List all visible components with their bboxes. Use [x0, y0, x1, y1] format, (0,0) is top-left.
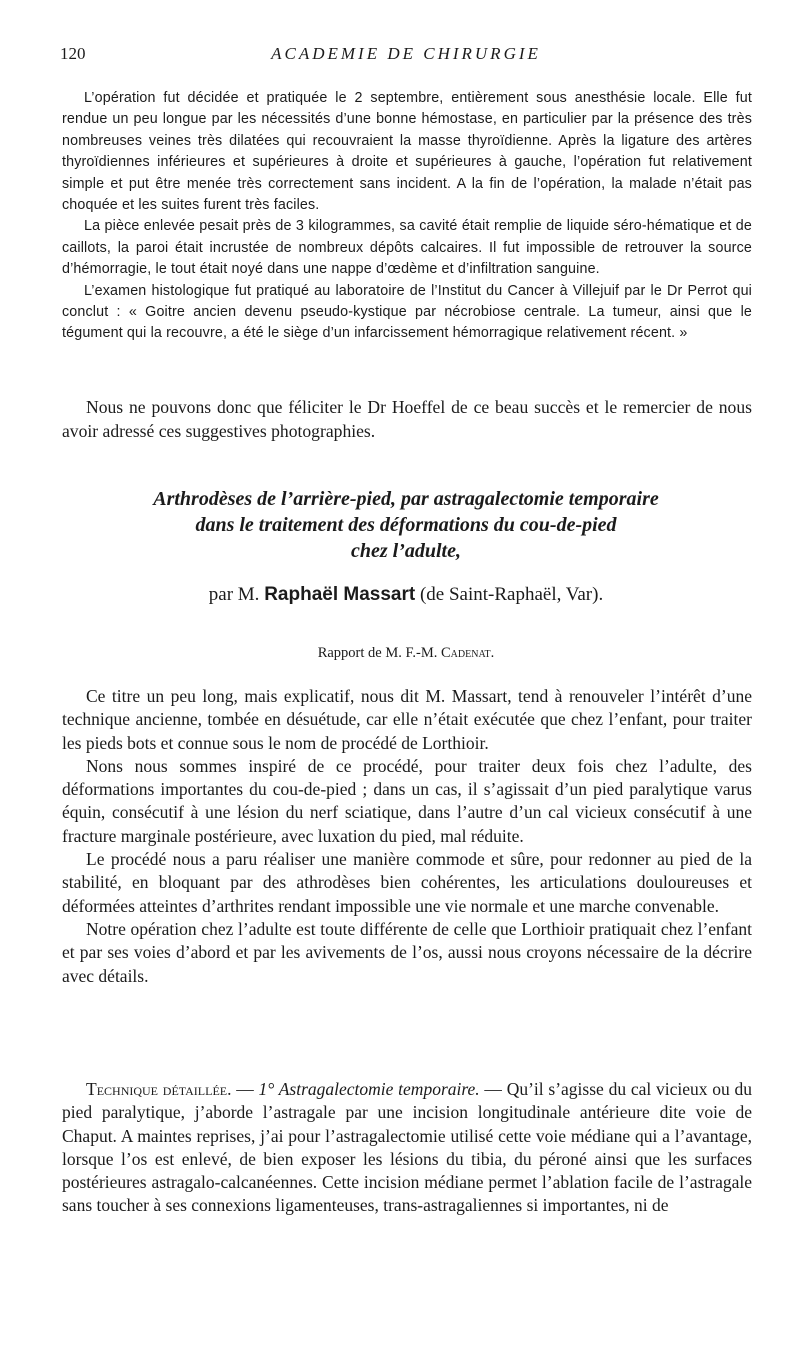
technique-dash: — [231, 1079, 259, 1099]
report-line [40, 643, 772, 663]
article-byline [40, 583, 772, 607]
page-header [60, 44, 752, 68]
closing-paragraph: Nous ne pouvons donc que féliciter le Dr Hoeffel de ce beau succès et le remercier de nous avoir adressé ces suggestives photographies. [62, 397, 752, 441]
body-paragraph: Ce titre un peu long, mais explicatif, nous dit M. Massart, tend à renouveler l’intérêt d’une technique ancienne, tombée en désuétude, car elle n’était exécutée que chez l’enfant, pour traiter les pieds bots et connue sous le nom de procédé de Lorthioir. [62, 686, 752, 753]
author-name: Raphaël Massart [264, 584, 416, 605]
quoted-case-report [62, 88, 752, 345]
report-prefix: Rapport de M. F.-M. [317, 645, 438, 661]
article-title-line: dans le traitement des déformations du cou-de-pied [195, 514, 617, 536]
body-paragraph: Notre opération chez l’adulte est toute différente de celle que Lorthioir pratiquait chez l’enfant et par ses voies d’abord et par les avivements de l’os, aussi nous croyons nécessaire de la décrire avec détails. [62, 918, 752, 986]
article-title [40, 486, 772, 564]
technique-section [62, 1078, 752, 1218]
technique-heading: Technique détaillée. [86, 1079, 232, 1099]
article-title-line: chez l’adulte, [351, 540, 461, 562]
technique-dash: — [479, 1079, 507, 1099]
article-title-line: Arthrodèses de l’arrière-pied, par astragalectomie temporaire [153, 488, 659, 510]
running-head: ACADEMIE DE CHIRURGIE [271, 44, 541, 63]
byline-suffix: (de Saint-Raphaël, Var). [419, 584, 604, 605]
article-body [62, 685, 752, 988]
quote-paragraph: L’opération fut décidée et pratiquée le 2 septembre, entièrement sous anesthésie locale. Elle fut rendue un peu longue par les nécessités d’une bonne hémostase, en particulier par la présence des très nombreuses veines très dilatées qui recouvraient la masse thyroïdienne. Après la ligature des artères thyroïdiennes inférieures et supérieures à droite et supérieures à gauche, l’opération fut relativement simple et put être menée très correctement sans incident. A la fin de l’opération, la malade n’était pas choquée et les suites furent très faciles. [62, 90, 752, 214]
quote-paragraph: La pièce enlevée pesait près de 3 kilogrammes, sa cavité était remplie de liquide séro-hématique et de caillots, la paroi était incrustée de nombreux dépôts calcaires. Il fut impossible de retrouver la source d’hémorragie, le tout était noyé dans une nappe d’œdème et d’infiltration sanguine. [62, 218, 752, 278]
technique-text: Qu’il s’agisse du cal vicieux ou du pied paralytique, j’aborde l’astragale par une incision longitudinale antérieure dite voie de Chaput. A maintes reprises, j’ai pour l’astragalectomie utilisé cette voie médiane qui a l’avantage, lorsque l’os est enlevé, de bien exposer les lésions du tibia, du péroné ainsi que les surfaces postérieures astragalo-calcanéennes. Cette incision médiane permet l’ablation facile de l’astragale sans toucher à ses connexions ligamenteuses, trans-astragaliennes si importantes, ni de [62, 1079, 753, 1216]
technique-subheading: 1° Astragalectomie temporaire. [258, 1079, 480, 1099]
byline-prefix: par M. [208, 584, 260, 605]
body-paragraph: Le procédé nous a paru réaliser une manière commode et sûre, pour redonner au pied de la stabilité, en bloquant par des athrodèses bien cohérentes, les articulations douloureuses et déformées atteintes d’arthrites rendant impossible une vie normale et une marche convenable. [62, 849, 752, 916]
quote-paragraph: L’examen histologique fut pratiqué au laboratoire de l’Institut du Cancer à Villejuif par le Dr Perrot qui conclut : « Goitre ancien devenu pseudo-kystique par nécrobiose centrale. La tumeur, ainsi que le tégument qui la recouvre, a été le siège d’un infarcissement hémorragique relativement récent. » [62, 282, 752, 342]
report-author: Cadenat. [441, 645, 495, 661]
body-paragraph: Nons nous sommes inspiré de ce procédé, pour traiter deux fois chez l’adulte, des déformations importantes du cou-de-pied ; dans un cas, il s’agissait d’un pied paralytique varus équin, consécutif à une lésion du nerf sciatique, dans l’autre d’un cal vicieux consécutif à une fracture marginale postérieure, avec luxation du pied, mal réduite. [62, 755, 752, 846]
page-number: 120 [60, 44, 86, 63]
